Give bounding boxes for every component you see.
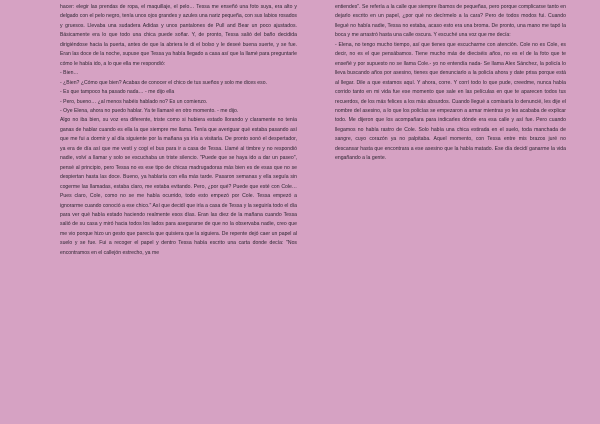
dialogue-line: - Es que tampoco ha pasado nada… - me dijo ella bbox=[60, 89, 175, 96]
dialogue-line: - ¿Bien? ¿Cómo que bien? Acabas de conocer el chico de tus sueños y solo me dices eso. bbox=[60, 79, 267, 86]
paragraph: hacer: elegir las prendas de ropa, el maquillaje, el pelo… Tessa me enseñó una foto suya, era alto y delgado con el pelo negro, tenía unos ojos grandes y azules una nariz pequeña, con sus labios rosados y gruesos. Llevaba una sudadera Adidas y unos pantalones de Pull and Bear un poco ajustados. Básicamente era lo que todo una chica puede soñar. Y, de pronto, Tessa salió del baño decidida dirigiéndose hacia la puerta, antes de que la abriera le di el bolso y le deseé buena suerte, y se fue. Eran las doce de la noche, supuse que Tessa ya había llegado a casa así que la llamé para preguntarle cómo le había ido, a lo que ella me respondió: bbox=[60, 4, 297, 67]
dialogue-line: - Pero, bueno… ¿al menos habéis hablado no? Es un comienzo. bbox=[60, 98, 208, 105]
dialogue-paragraph: - Elena, no tengo mucho tiempo, así que tienes que escucharme con atención. Cole no es Cole, es decir, no es el que pensábamos. Tiene mucho más de dieciséis años, no es el de la foto que te enseñé y por supuesto no se llama Cole.- yo no entendía nada- Se llama Alex Sánchez, la policía lo lleva buscando años por asesino, tienes que denunciarlo a la policía ahora y date prisa porque está al llegar. Dile a que estamos aquí. Y ahora, corre. Y corrí todo lo que pude, creedme, nunca había corrido tanto en mi vida fue ese momento que sale en las películas en que te aparecen todos tus recuerdos, de los más felices a los más absurdos. Cuando llegué a comisaría lo denuncié, les dije el nombre del asesino, a lo que los policías se empezaron a armar mientras yo les acababa de explicar todo. Me dijeron que los acompañara para indicarles dónde era esa calle y así fue. Pero cuando llegamos no había rastro de Cole. Solo había una chica estirada en el suelo, toda manchada de sangre, cuyo corazón ya no palpitaba. Aquel momento, con Tessa entre mis brazos juré no descansar hasta que encontrara a ese asesino que la había matado. Ese día decidí ganarme la vida engañando a la gente. bbox=[335, 41, 566, 162]
left-page-column bbox=[60, 3, 297, 258]
paragraph: Algo no iba bien, su voz era diferente, triste como si hubiera estado llorando y claramente no tenía ganas de hablar cuando es ella la que siempre me llama. Tenía que averiguar qué estaba pasando así que me fui a dormir y al día siguiente por la mañana ya iría a visitarla. De pronto sonó el despertador, ya era de día así que me vestí y cogí el bus para ir a casa de Tessa. Llamé al timbre y no respondió nadie, volví a llamar y solo se escuchaba un triste silencio. "Puede que se haya ido a dar un paseo", pensé al principio, pero Tessa no es ese tipo de chicas madrugadoras más bien es de esas que no se despiertan hasta las doce. Bueno, ya hablaría con ella más tarde. Pasaron semanas y ella seguía sin cogerme las llamadas, estaba claro, me estaba evitando. Pero, ¿por qué? Puede que esté con Cole… Pues claro, Cole, como no se me había ocurrido, todo esto empezó por Cole. Tessa empezó a ignorarme cuando conoció a ese chico." Así que decidí que iría a casa de Tessa y la seguiría todo el día para ver qué había estado haciendo realmente esos días. Eran las diez de la mañana cuando Tessa salió de su casa y miró hacia todos los lados para asegurarse de que no la observaba nadie, creo que me vio porque hizo un gesto que parecía que quisiera que la siguiera. De repente dejó caer un papel al suelo y se fue. Fui a recoger el papel y dentro Tessa había escrito una carta donde decía: "Nos encontramos en el callejón estrecho, ya me bbox=[60, 117, 297, 256]
paragraph: entiendes". Se refería a la calle que siempre íbamos de pequeñas, pero porque complicarse tanto en dejarlo escrito en un papel, ¿por qué no decírmelo a la cara? Pero de todos modos fui. Cuando llegué no había nadie, Tessa no estaba, acaso esto era una broma. De pronto, una mano me tapó la boca y me arrastró hasta una calle oscura. Y escuché una voz que me decía: bbox=[335, 4, 566, 39]
dialogue-line: - Bien… bbox=[60, 70, 79, 77]
dialogue-line: - Oye Elena, ahora no puedo hablar. Ya te llamaré en otro momento. - me dijo. bbox=[60, 107, 239, 114]
right-page-column bbox=[335, 3, 566, 164]
